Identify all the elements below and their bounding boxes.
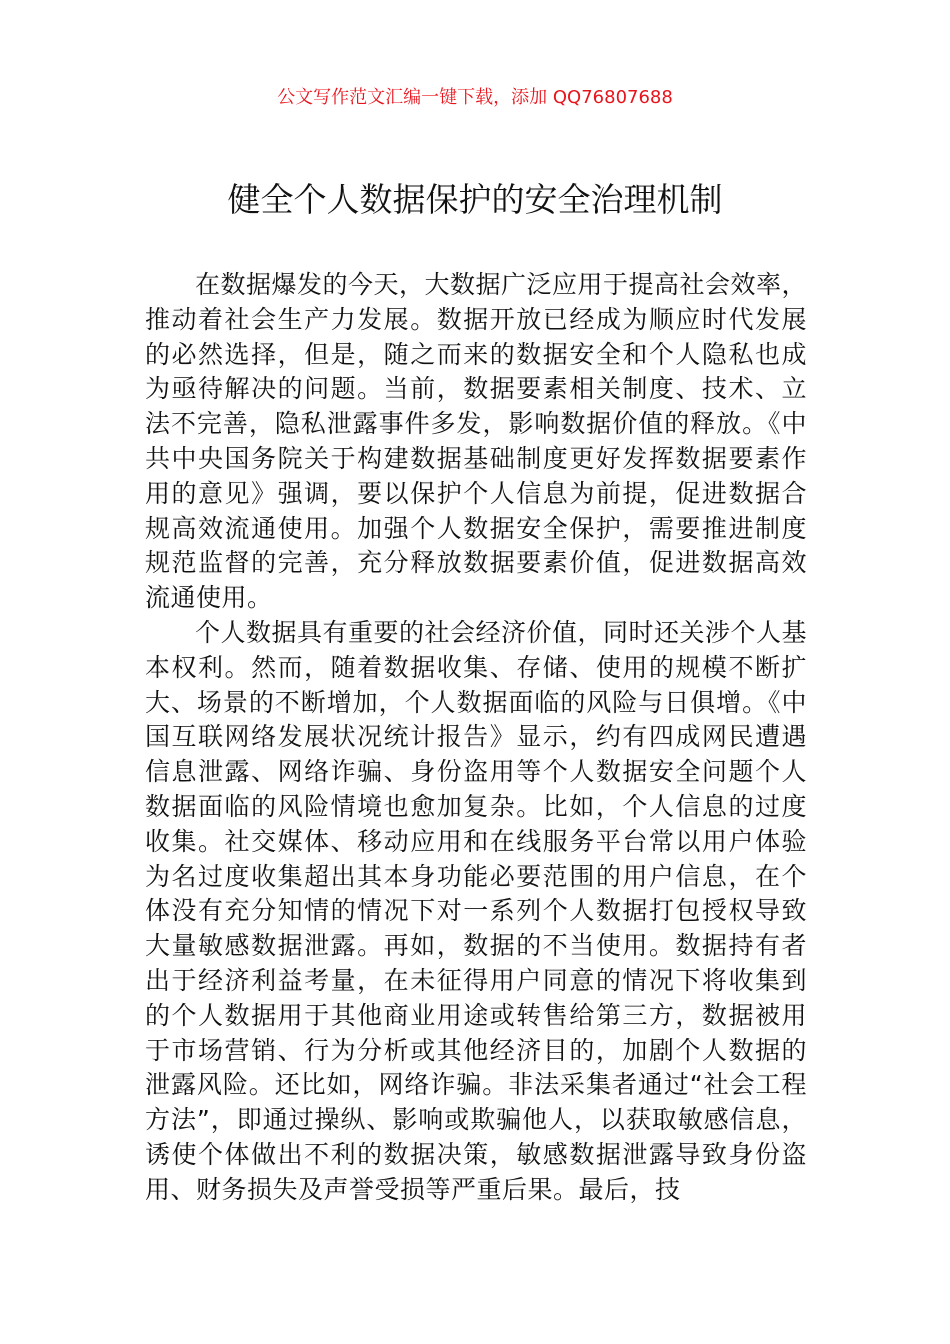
body-paragraph-1: 在数据爆发的今天，大数据广泛应用于提高社会效率，推动着社会生产力发展。数据开放已经成为顺应时代发展的必然选择，但是，随之而来的数据安全和个人隐私也成为亟待解决的问题。当前，数据要素相关制度、技术、立法不完善，隐私泄露事件多发，影响数据价值的释放。《中共中央国务院关于构建数据基础制度更好发挥数据要素作用的意见》强调，要以保护个人信息为前提，促进数据合规高效流通使用。加强个人数据安全保护，需要推进制度规范监督的完善，充分释放数据要素价值，促进数据高效流通使用。 (145, 270, 808, 613)
document-body (145, 268, 807, 1208)
document-title: 健全个人数据保护的安全治理机制 (227, 180, 723, 219)
download-promo-note: 公文写作范文汇编一键下载，添加 QQ76807688 (277, 87, 673, 108)
body-paragraph-2: 个人数据具有重要的社会经济价值，同时还关涉个人基本权利。然而，随着数据收集、存储、使用的规模不断扩大、场景的不断增加，个人数据面临的风险与日俱增。《中国互联网络发展状况统计报告》显示，约有四成网民遭遇信息泄露、网络诈骗、身份盗用等个人数据安全问题个人数据面临的风险情境也愈加复杂。比如，个人信息的过度收集。社交媒体、移动应用和在线服务平台常以用户体验为名过度收集超出其本身功能必要范围的用户信息，在个体没有充分知情的情况下对一系列个人数据打包授权导致大量敏感数据泄露。再如，数据的不当使用。数据持有者出于经济利益考量，在未征得用户同意的情况下将收集到的个人数据用于其他商业用途或转售给第三方，数据被用于市场营销、行为分析或其他经济目的，加剧个人数据的泄露风险。还比如，网络诈骗。非法采集者通过“社会工程方法”，即通过操纵、影响或欺骗他人，以获取敏感信息，诱使个体做出不利的数据决策，敏感数据泄露导致身份盗用、财务损失及声誉受损等严重后果。最后，技 (145, 617, 808, 1204)
